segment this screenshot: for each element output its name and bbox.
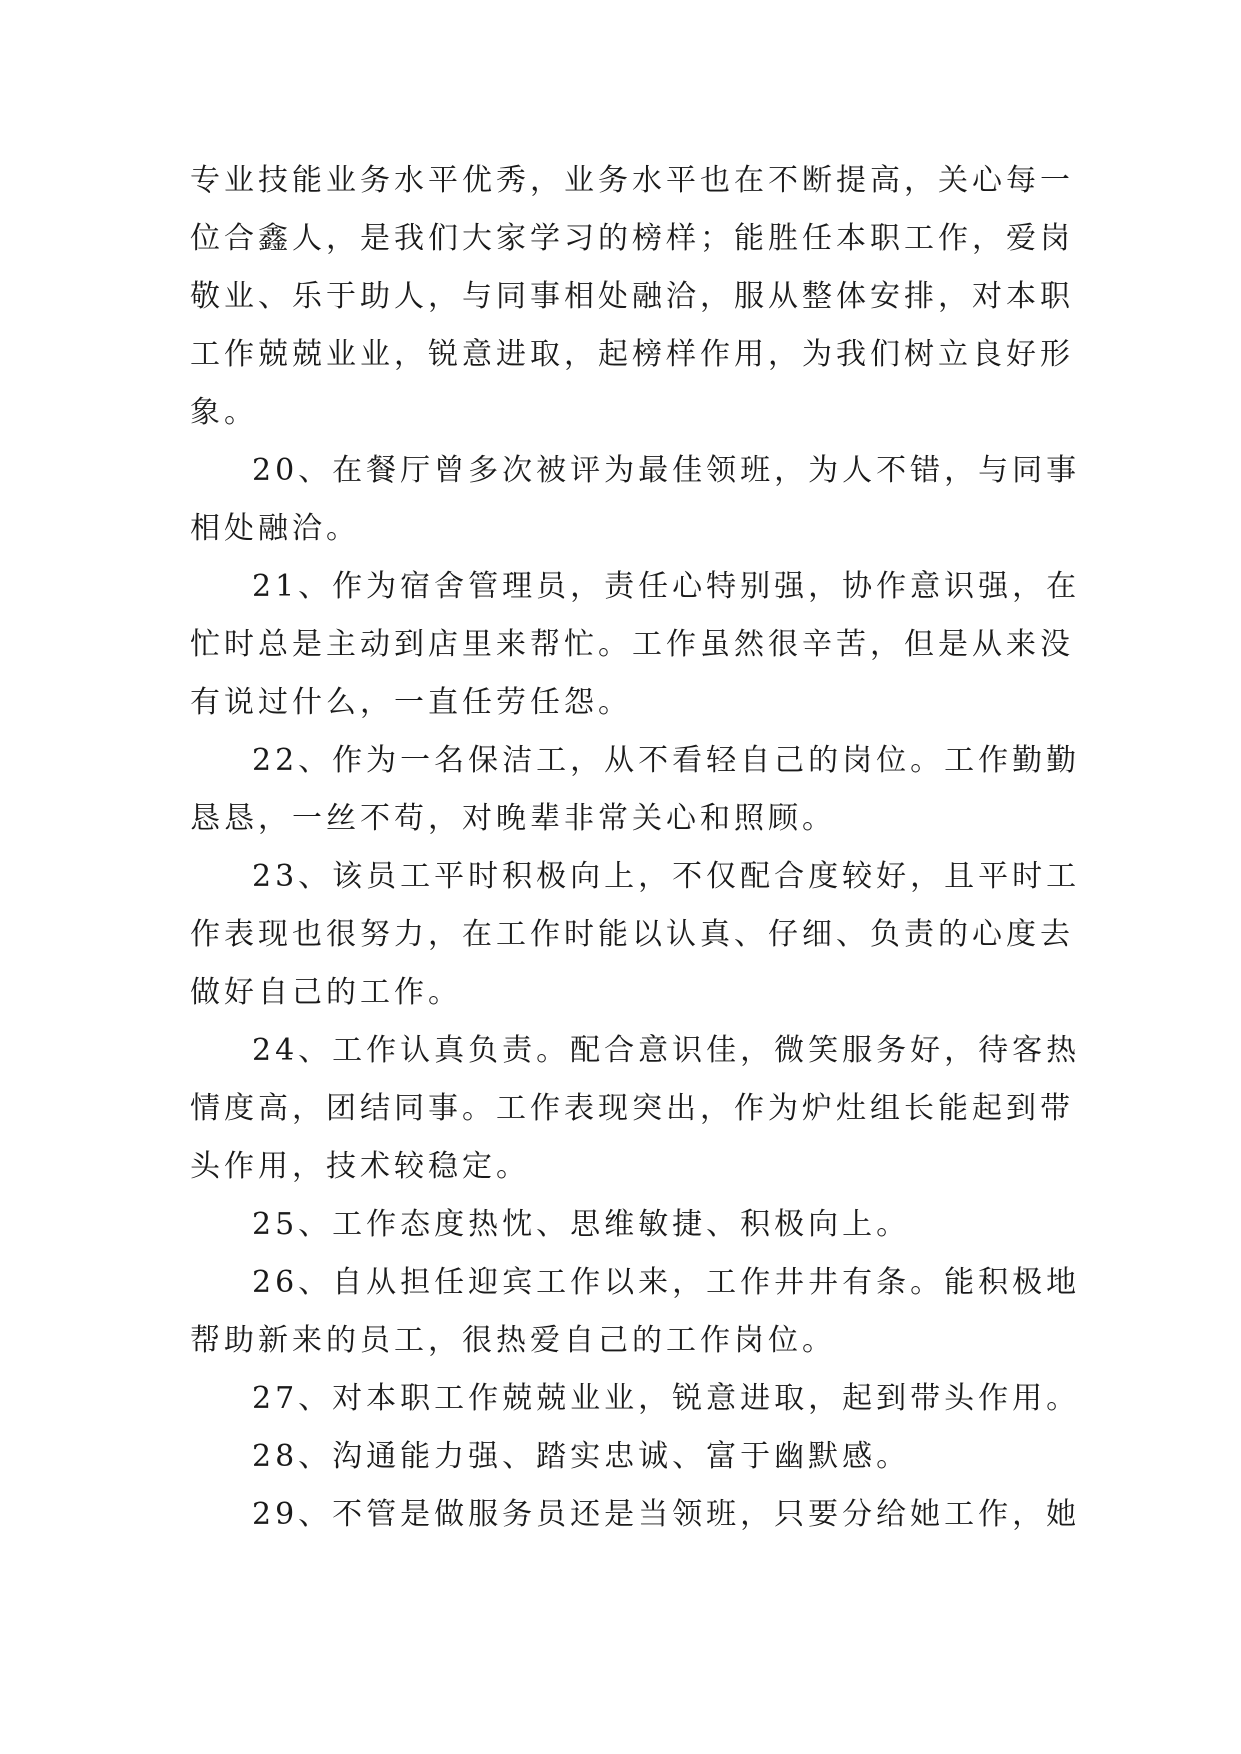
item-20-line: 20、在餐厅曾多次被评为最佳领班，为人不错，与同事: [252, 453, 1081, 488]
item-21-line: 21、作为宿舍管理员，责任心特别强，协作意识强，在: [252, 569, 1081, 604]
item-27-line: 27、对本职工作兢兢业业，锐意进取，起到带头作用。: [252, 1381, 1081, 1416]
item-28-line: 28、沟通能力强、踏实忠诚、富于幽默感。: [252, 1439, 911, 1474]
text-line: 有说过什么，一直任劳任怨。: [190, 685, 632, 720]
text-line: 位合鑫人，是我们大家学习的榜样；能胜任本职工作，爱岗: [190, 221, 1074, 256]
text-line: 帮助新来的员工，很热爱自己的工作岗位。: [190, 1323, 836, 1358]
item-25-line: 25、工作态度热忱、思维敏捷、积极向上。: [252, 1207, 911, 1242]
item-29-line: 29、不管是做服务员还是当领班，只要分给她工作，她: [252, 1497, 1081, 1532]
text-line: 忙时总是主动到店里来帮忙。工作虽然很辛苦，但是从来没: [190, 627, 1074, 662]
text-line: 工作兢兢业业，锐意进取，起榜样作用，为我们树立良好形: [190, 337, 1074, 372]
text-line: 敬业、乐于助人，与同事相处融洽，服从整体安排，对本职: [190, 279, 1074, 314]
text-line: 头作用，技术较稳定。: [190, 1149, 530, 1184]
text-line: 相处融洽。: [190, 511, 360, 546]
text-line: 做好自己的工作。: [190, 975, 462, 1010]
text-line: 恳恳，一丝不苟，对晚辈非常关心和照顾。: [190, 801, 836, 836]
document-body: [190, 152, 1081, 1544]
item-23-line: 23、该员工平时积极向上，不仅配合度较好，且平时工: [252, 859, 1081, 894]
item-24-line: 24、工作认真负责。配合意识佳，微笑服务好，待客热: [252, 1033, 1081, 1068]
item-22-line: 22、作为一名保洁工，从不看轻自己的岗位。工作勤勤: [252, 743, 1081, 778]
text-line: 作表现也很努力，在工作时能以认真、仔细、负责的心度去: [190, 917, 1074, 952]
item-26-line: 26、自从担任迎宾工作以来，工作井井有条。能积极地: [252, 1265, 1081, 1300]
text-line: 象。: [190, 395, 258, 430]
text-line: 情度高，团结同事。工作表现突出，作为炉灶组长能起到带: [190, 1091, 1074, 1126]
text-line: 专业技能业务水平优秀，业务水平也在不断提高，关心每一: [190, 163, 1074, 198]
